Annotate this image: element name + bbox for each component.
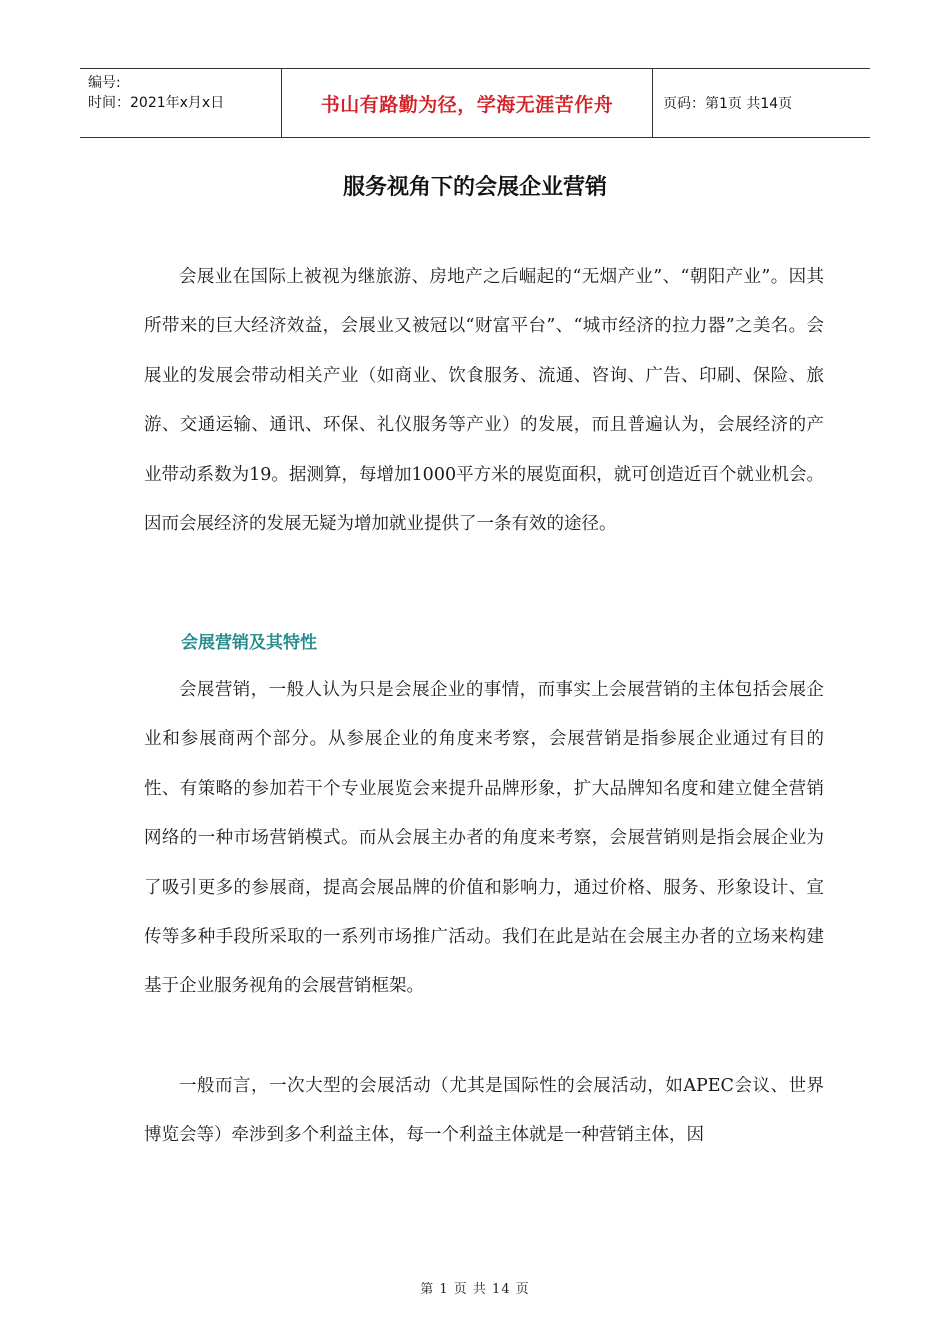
date-line: 时间：2021年x月x日 xyxy=(88,95,225,111)
paragraph-stakeholders: 一般而言，一次大型的会展活动（尤其是国际性的会展活动，如APEC会议、世界博览会等）牵涉到多个利益主体，每一个利益主体就是一种营销主体，因 xyxy=(144,1076,824,1146)
paragraph-intro: 会展业在国际上被视为继旅游、房地产之后崛起的“无烟产业”、“朝阳产业”。因其所带来的巨大经济效益，会展业又被冠以“财富平台”、“城市经济的拉力器”之美名。会展业的发展会带动相关产业（如商业、饮食服务、流通、咨询、广告、印刷、保险、旅游、交通运输、通讯、环保、礼仪服务等产业）的发展，而且普遍认为，会展经济的产业带动系数为19。据测算，每增加1000平方米的展览面积，就可创造近百个就业机会。因而会展经济的发展无疑为增加就业提供了一条有效的途径。 xyxy=(144,267,824,535)
header-motto-cell xyxy=(281,69,653,137)
document-title: 服务视角下的会展企业营销 xyxy=(342,175,607,200)
header-page-cell xyxy=(653,69,870,137)
header-table xyxy=(80,68,870,138)
page-info: 页码：第1页 共14页 xyxy=(663,96,793,112)
section-heading: 会展营销及其特性 xyxy=(181,633,317,653)
paragraph-exhibition-marketing: 会展营销，一般人认为只是会展企业的事情，而事实上会展营销的主体包括会展企业和参展商两个部分。从参展企业的角度来考察，会展营销是指参展企业通过有目的性、有策略的参加若干个专业展览会来提升品牌形象，扩大品牌知名度和建立健全营销网络的一种市场营销模式。而从会展主办者的角度来考察，会展营销则是指会展企业为了吸引更多的参展商，提高会展品牌的价值和影响力，通过价格、服务、形象设计、宣传等多种手段所采取的一系列市场推广活动。我们在此是站在会展主办者的立场来构建基于企业服务视角的会展营销框架。 xyxy=(144,680,824,997)
header-meta-cell xyxy=(80,69,281,137)
page-footer: 第 1 页 共 14 页 xyxy=(420,1282,530,1297)
motto-text: 书山有路勤为径，学海无涯苦作舟 xyxy=(320,93,614,116)
number-label: 编号: xyxy=(88,75,121,91)
